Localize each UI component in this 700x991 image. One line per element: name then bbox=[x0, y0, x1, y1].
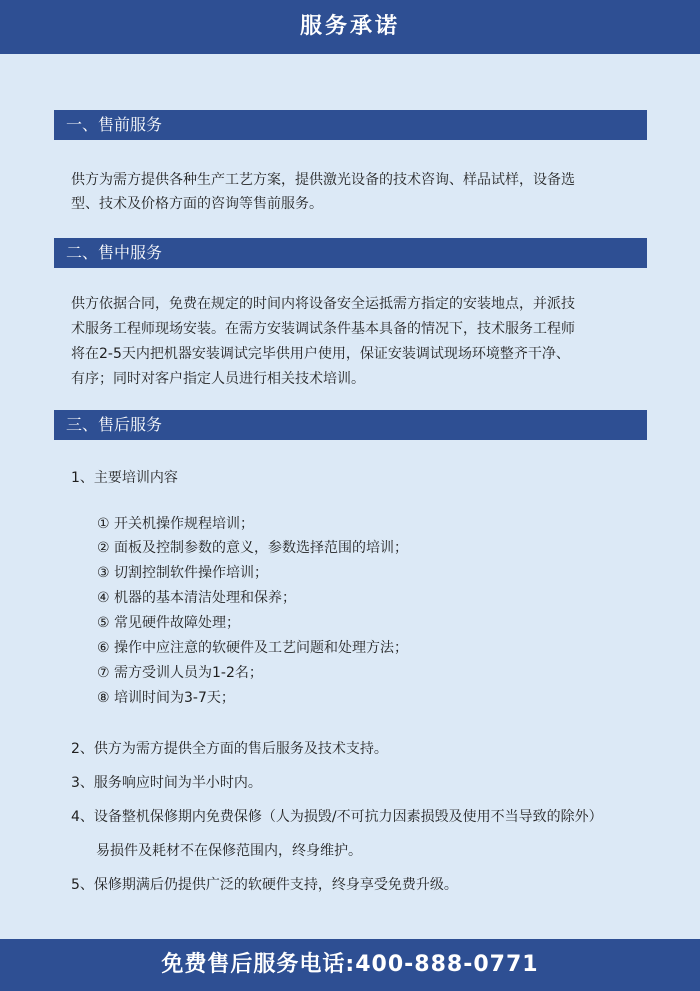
aftersales-item-4: 4、设备整机保修期内免费保修（人为损毁/不可抗力因素损毁及使用不当导致的除外） bbox=[71, 809, 603, 825]
section-header-aftersales bbox=[54, 410, 647, 440]
training-item-5: ⑤ 常见硬件故障处理； bbox=[97, 615, 241, 631]
presales-text-line-2: 型、技术及价格方面的咨询等售前服务。 bbox=[71, 196, 323, 212]
training-item-3: ③ 切割控制软件操作培训； bbox=[97, 565, 269, 581]
insales-text-line-2: 术服务工程师现场安装。在需方安装调试条件基本具备的情况下，技术服务工程师 bbox=[71, 321, 575, 337]
insales-text-line-1: 供方依据合同，免费在规定的时间内将设备安全运抵需方指定的安装地点，并派技 bbox=[71, 296, 575, 312]
aftersales-item-5: 5、保修期满后仍提供广泛的软硬件支持，终身享受免费升级。 bbox=[71, 877, 458, 893]
training-item-7: ⑦ 需方受训人员为1-2名； bbox=[97, 665, 263, 681]
section-header-presales bbox=[54, 110, 647, 140]
training-item-2: ② 面板及控制参数的意义，参数选择范围的培训； bbox=[97, 540, 408, 556]
training-item-6: ⑥ 操作中应注意的软硬件及工艺问题和处理方法； bbox=[97, 640, 408, 656]
training-item-8: ⑧ 培训时间为3-7天； bbox=[97, 690, 235, 706]
section-title-insales: 二、售中服务 bbox=[66, 243, 163, 262]
aftersales-item-3: 3、服务响应时间为半小时内。 bbox=[71, 775, 262, 791]
presales-text-line-1: 供方为需方提供各种生产工艺方案，提供激光设备的技术咨询、样品试样，设备选 bbox=[71, 172, 575, 188]
aftersales-item-1: 1、主要培训内容 bbox=[71, 470, 178, 486]
section-title-aftersales: 三、售后服务 bbox=[66, 415, 163, 434]
training-item-1: ① 开关机操作规程培训； bbox=[97, 516, 255, 532]
insales-text-line-4: 有序；同时对客户指定人员进行相关技术培训。 bbox=[71, 371, 365, 387]
section-title-presales: 一、售前服务 bbox=[66, 115, 163, 134]
page-title: 服务承诺 bbox=[0, 0, 700, 54]
service-hotline-banner: 免费售后服务电话:400-888-0771 bbox=[0, 939, 700, 991]
aftersales-item-4-continuation: 易损件及耗材不在保修范围内，终身维护。 bbox=[96, 843, 362, 859]
training-item-4: ④ 机器的基本清洁处理和保养； bbox=[97, 590, 297, 606]
section-header-insales bbox=[54, 238, 647, 268]
aftersales-item-2: 2、供方为需方提供全方面的售后服务及技术支持。 bbox=[71, 741, 388, 757]
insales-text-line-3: 将在2-5天内把机器安装调试完毕供用户使用，保证安装调试现场环境整齐干净、 bbox=[71, 346, 570, 362]
